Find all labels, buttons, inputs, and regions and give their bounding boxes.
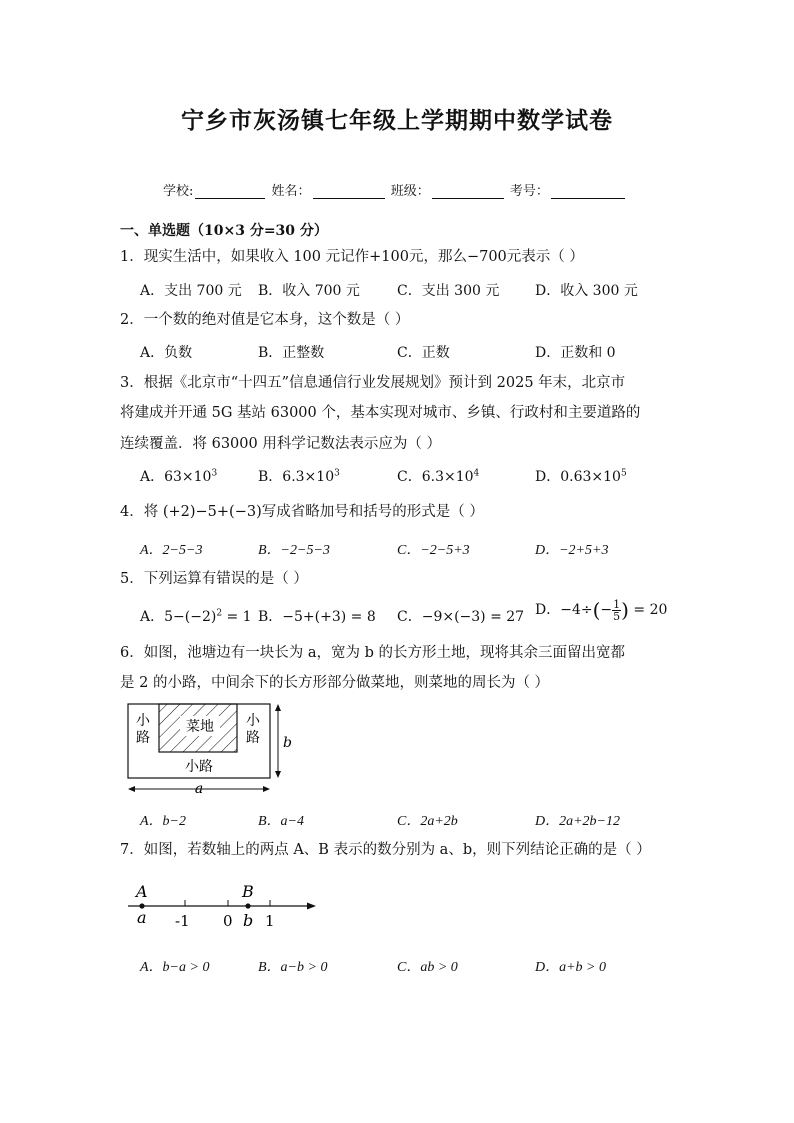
question-2-stem: 2．一个数的绝对值是它本身，这个数是（ ） xyxy=(120,312,410,328)
fraction-denominator: 5 xyxy=(613,609,621,623)
option-d-expression: D．−4÷ xyxy=(535,602,593,618)
class-blank[interactable] xyxy=(432,184,504,199)
option-d-base: D．0.63×10 xyxy=(535,469,621,485)
question-5-option-d[interactable]: D．−4÷(− $\frac{1}{5}$ ) = 20 xyxy=(535,597,668,623)
question-5-option-c[interactable]: C．−9×(−3) = 27 xyxy=(397,609,525,625)
question-6-line-1: 6．如图，池塘边有一块长为 a，宽为 b 的长方形土地，现将其余三面留出宽都 xyxy=(120,645,625,661)
height-arrow-top-head xyxy=(275,704,281,711)
fraction-numerator: 1 xyxy=(613,597,621,611)
section-heading: 一、单选题（10×3 分=30 分） xyxy=(120,223,328,239)
option-c-base: C．6.3×10 xyxy=(397,469,474,485)
question-7-option-d[interactable]: D．a+b > 0 xyxy=(535,960,607,975)
question-1-option-c[interactable]: C．支出 300 元 xyxy=(397,283,500,299)
school-blank[interactable] xyxy=(195,184,265,199)
class-label: 班级： xyxy=(390,184,430,199)
question-4-option-a[interactable]: A．2−5−3 xyxy=(140,543,203,558)
question-4-option-d[interactable]: D．−2+5+3 xyxy=(535,543,609,558)
right-path-label-2: 路 xyxy=(246,730,260,746)
left-path-label-2: 路 xyxy=(136,730,150,746)
option-d-exponent: 5 xyxy=(620,468,627,479)
question-3-option-b[interactable] xyxy=(258,466,340,486)
tick-neg1-label: -1 xyxy=(175,912,190,930)
question-3-line-2: 将建成并开通 5G 基站 63000 个，基本实现对城市、乡镇、行政村和主要道路的 xyxy=(120,405,641,421)
option-d-result: = 20 xyxy=(628,602,668,618)
option-b-exponent: 3 xyxy=(334,468,340,479)
width-arrow-left-head xyxy=(128,786,135,792)
option-a-result: = 1 xyxy=(222,609,252,625)
question-7-option-a[interactable]: A．b−a > 0 xyxy=(140,960,210,975)
question-6-option-d[interactable]: D．2a+2b−12 xyxy=(535,814,621,829)
question-3-option-d[interactable] xyxy=(535,466,627,486)
option-a-exponent: 2 xyxy=(216,608,223,619)
question-2-option-c[interactable]: C．正数 xyxy=(397,345,450,361)
option-a-base: A．63×10 xyxy=(140,469,212,485)
page-title: 宁乡市灰汤镇七年级上学期期中数学试卷 xyxy=(181,107,613,134)
question-2-option-d[interactable]: D．正数和 0 xyxy=(535,345,616,361)
question-3-line-1: 3．根据《北京市“十四五”信息通信行业发展规划》预计到 2025 年末，北京市 xyxy=(120,375,626,391)
question-6-option-c[interactable]: C．2a+2b xyxy=(397,814,458,829)
garden-label: 菜地 xyxy=(186,719,214,735)
axis-arrow-head xyxy=(307,903,316,910)
question-6-option-a[interactable]: A．b−2 xyxy=(140,814,186,829)
question-1-option-d[interactable]: D．收入 300 元 xyxy=(535,283,638,299)
question-5-stem: 5．下列运算有错误的是（ ） xyxy=(120,571,308,587)
student-info-line xyxy=(163,180,627,199)
question-1-option-b[interactable]: B．收入 700 元 xyxy=(258,283,360,299)
option-b-base: B．6.3×10 xyxy=(258,469,335,485)
width-arrow-right-head xyxy=(263,786,270,792)
tick-1-label: 1 xyxy=(265,912,275,930)
question-5-option-b[interactable]: B．−5+(+3) = 8 xyxy=(258,609,376,625)
question-7-option-c[interactable]: C．ab > 0 xyxy=(397,960,458,975)
height-label: b xyxy=(283,735,292,751)
question-7-stem: 7．如图，若数轴上的两点 A、B 表示的数分别为 a、b，则下列结论正确的是（ ） xyxy=(120,842,651,858)
name-label: 姓名： xyxy=(271,184,311,199)
question-2-option-a[interactable]: A．负数 xyxy=(140,345,193,361)
option-a-exponent: 3 xyxy=(211,468,218,479)
question-6-figure xyxy=(122,698,292,798)
right-path-label-1: 小 xyxy=(246,713,260,729)
height-arrow-bottom-head xyxy=(275,771,281,778)
question-4-option-b[interactable]: B．−2−5−3 xyxy=(258,543,330,558)
question-6-line-2: 是 2 的小路，中间余下的长方形部分做菜地，则菜地的周长为（ ） xyxy=(120,675,550,691)
left-path-label-1: 小 xyxy=(136,713,150,729)
option-a-expression: A．5−(−2) xyxy=(140,609,217,625)
point-b-label: B xyxy=(242,882,254,901)
question-4-option-c[interactable]: C．−2−5+3 xyxy=(397,543,470,558)
question-7-number-line xyxy=(124,880,324,930)
exam-number-blank[interactable] xyxy=(551,184,625,199)
question-3-option-c[interactable] xyxy=(397,466,479,486)
question-5-option-a[interactable] xyxy=(140,606,252,626)
name-blank[interactable] xyxy=(313,184,385,199)
question-4-stem: 4．将 (+2)−5+(−3)写成省略加号和括号的形式是（ ） xyxy=(120,504,484,520)
option-c-exponent: 4 xyxy=(473,468,480,479)
school-label: 学校: xyxy=(163,184,194,199)
point-b-dot xyxy=(245,903,250,908)
question-3-line-3: 连续覆盖．将 63000 用科学记数法表示应为（ ） xyxy=(120,436,441,452)
question-3-option-a[interactable] xyxy=(140,466,217,486)
question-6-option-b[interactable]: B．a−4 xyxy=(258,814,304,829)
question-1-stem: 1．现实生活中，如果收入 100 元记作+100元，那么−700元表示（ ） xyxy=(120,249,584,265)
question-1-option-a[interactable]: A．支出 700 元 xyxy=(140,283,242,299)
value-b-label: b xyxy=(243,911,254,930)
option-d-fraction xyxy=(612,599,621,622)
question-7-option-b[interactable]: B．a−b > 0 xyxy=(258,960,328,975)
bottom-path-label: 小路 xyxy=(185,759,213,775)
exam-number-label: 考号： xyxy=(509,184,549,199)
width-label: a xyxy=(194,781,204,797)
question-2-option-b[interactable]: B．正整数 xyxy=(258,345,325,361)
tick-0-label: 0 xyxy=(223,912,233,930)
point-a-label: A xyxy=(136,882,148,901)
value-a-label: a xyxy=(137,908,147,927)
